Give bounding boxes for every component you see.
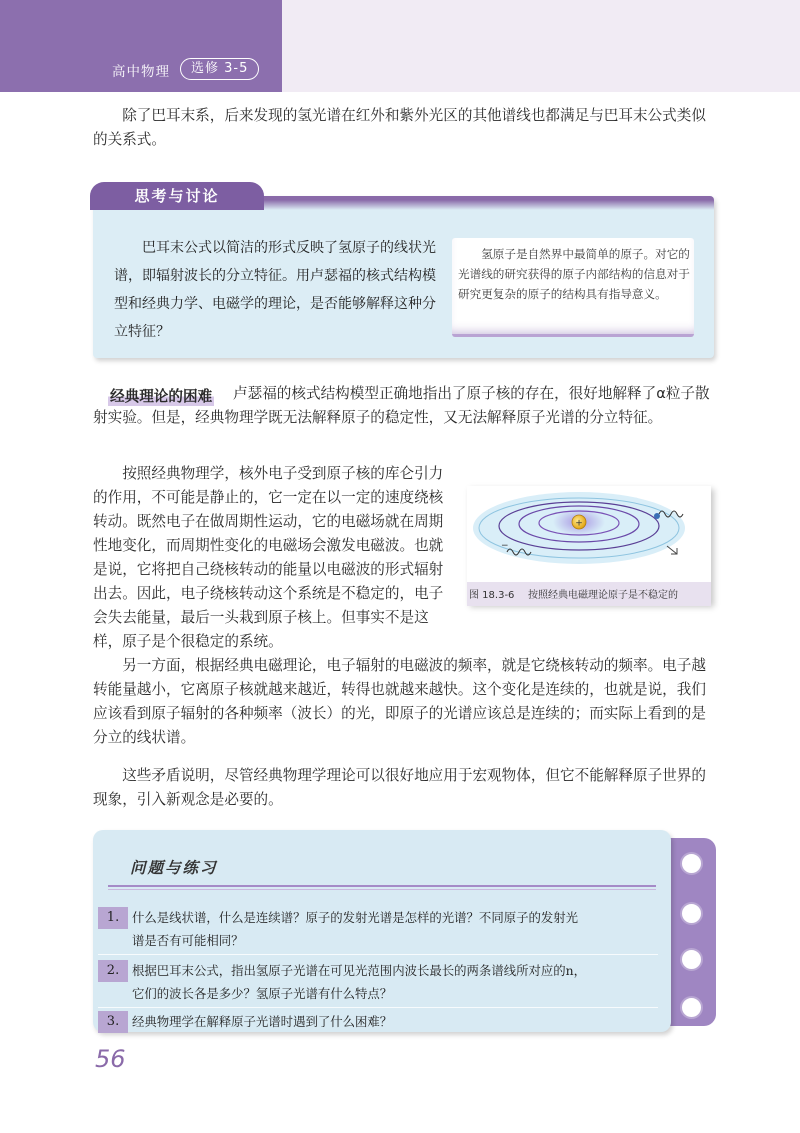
binder-hole-icon bbox=[680, 852, 703, 875]
exercise-item-1-line2: 谱是否有可能相同？ bbox=[132, 933, 244, 948]
divider bbox=[98, 1007, 658, 1008]
unstable-atom-illustration bbox=[467, 486, 711, 582]
divider bbox=[108, 889, 656, 890]
divider bbox=[108, 885, 656, 887]
exercise-number: 3. bbox=[98, 1011, 128, 1033]
electron-orbit-paragraph: 按照经典物理学，核外电子受到原子核的库仑引力的作用，不可能是静止的，它一定在以一定的速度绕核转动。既然电子在做周期性运动，它的电磁场就在周期性地变化，而周期性变化的电磁场会激发电磁波。也就是说，它将把自己绕核转动的能量以电磁波的形式辐射出去。因此，电子绕核转动这个系统是不稳定的，电子会失去能量，最后一头栽到原子核上。但事实不是这样，原子是个很稳定的系统。 bbox=[93, 465, 444, 650]
figure-caption: 按照经典电磁理论原子是不稳定的 bbox=[528, 590, 678, 601]
exercise-number: 1. bbox=[98, 907, 128, 929]
exercise-item-3-line1: 经典物理学在解释原子光谱时遇到了什么困难？ bbox=[132, 1014, 393, 1029]
binder-hole-icon bbox=[680, 902, 703, 925]
arrow-icon bbox=[667, 546, 677, 554]
exercise-item-2-line2: 它们的波长各是多少？氢原子光谱有什么特点？ bbox=[132, 986, 393, 1001]
exercise-item-2-line1: 根据巴耳末公式，指出氢原子光谱在可见光范围内波长最长的两条谱线所对应的n， bbox=[132, 963, 587, 978]
exercise-number: 2. bbox=[98, 960, 128, 982]
divider bbox=[98, 954, 658, 955]
electron-sign: − bbox=[501, 541, 509, 551]
conclusion-paragraph: 这些矛盾说明，尽管经典物理学理论可以很好地应用于宏观物体，但它不能解释原子世界的现象，引入新观念是必要的。 bbox=[93, 767, 706, 808]
header-band-light bbox=[282, 0, 800, 92]
frequency-paragraph: 另一方面，根据经典电磁理论，电子辐射的电磁波的频率，就是它绕核转动的频率。电子越转能量越小，它离原子核就越来越近，转得也就越来越快。这个变化是连续的，也就是说，我们应该看到原子辐射的各种频率（波长）的光，即原子的光谱应该总是连续的；而实际上看到的是分立的线状谱。 bbox=[93, 657, 706, 746]
discussion-question: 巴耳末公式以简洁的形式反映了氢原子的线状光谱，即辐射波长的分立特征。用卢瑟福的核式结构模型和经典力学、电磁学的理论，是否能够解释这种分立特征？ bbox=[114, 240, 436, 340]
discussion-title: 思考与讨论 bbox=[90, 182, 264, 210]
section-heading: 经典理论的困难 bbox=[108, 385, 214, 406]
binder-hole-icon bbox=[680, 948, 703, 971]
binder-hole-icon bbox=[680, 996, 703, 1019]
page-number: 56 bbox=[95, 1045, 126, 1073]
difficulty-paragraph: 卢瑟福的核式结构模型正确地指出了原子核的存在，很好地解释了α粒子散射实验。但是，经典物理学既无法解释原子的稳定性，又无法解释原子光谱的分立特征。 bbox=[93, 385, 710, 426]
volume-badge: 选修 3-5 bbox=[180, 58, 259, 80]
book-subject: 高中物理 bbox=[112, 64, 170, 80]
exercise-title: 问题与练习 bbox=[130, 859, 218, 877]
figure-label: 图 18.3-6 bbox=[469, 590, 515, 601]
nucleus-sign: + bbox=[575, 518, 583, 529]
side-note-text: 氢原子是自然界中最简单的原子。对它的光谱线的研究获得的原子内部结构的信息对于研究更复杂的原子的结构具有指导意义。 bbox=[458, 247, 690, 301]
intro-paragraph: 除了巴耳末系，后来发现的氢光谱在红外和紫外光区的其他谱线也都满足与巴耳末公式类似的关系式。 bbox=[93, 107, 706, 148]
exercise-item-1-line1: 什么是线状谱，什么是连续谱？原子的发射光谱是怎样的光谱？不同原子的发射光 bbox=[132, 910, 579, 925]
